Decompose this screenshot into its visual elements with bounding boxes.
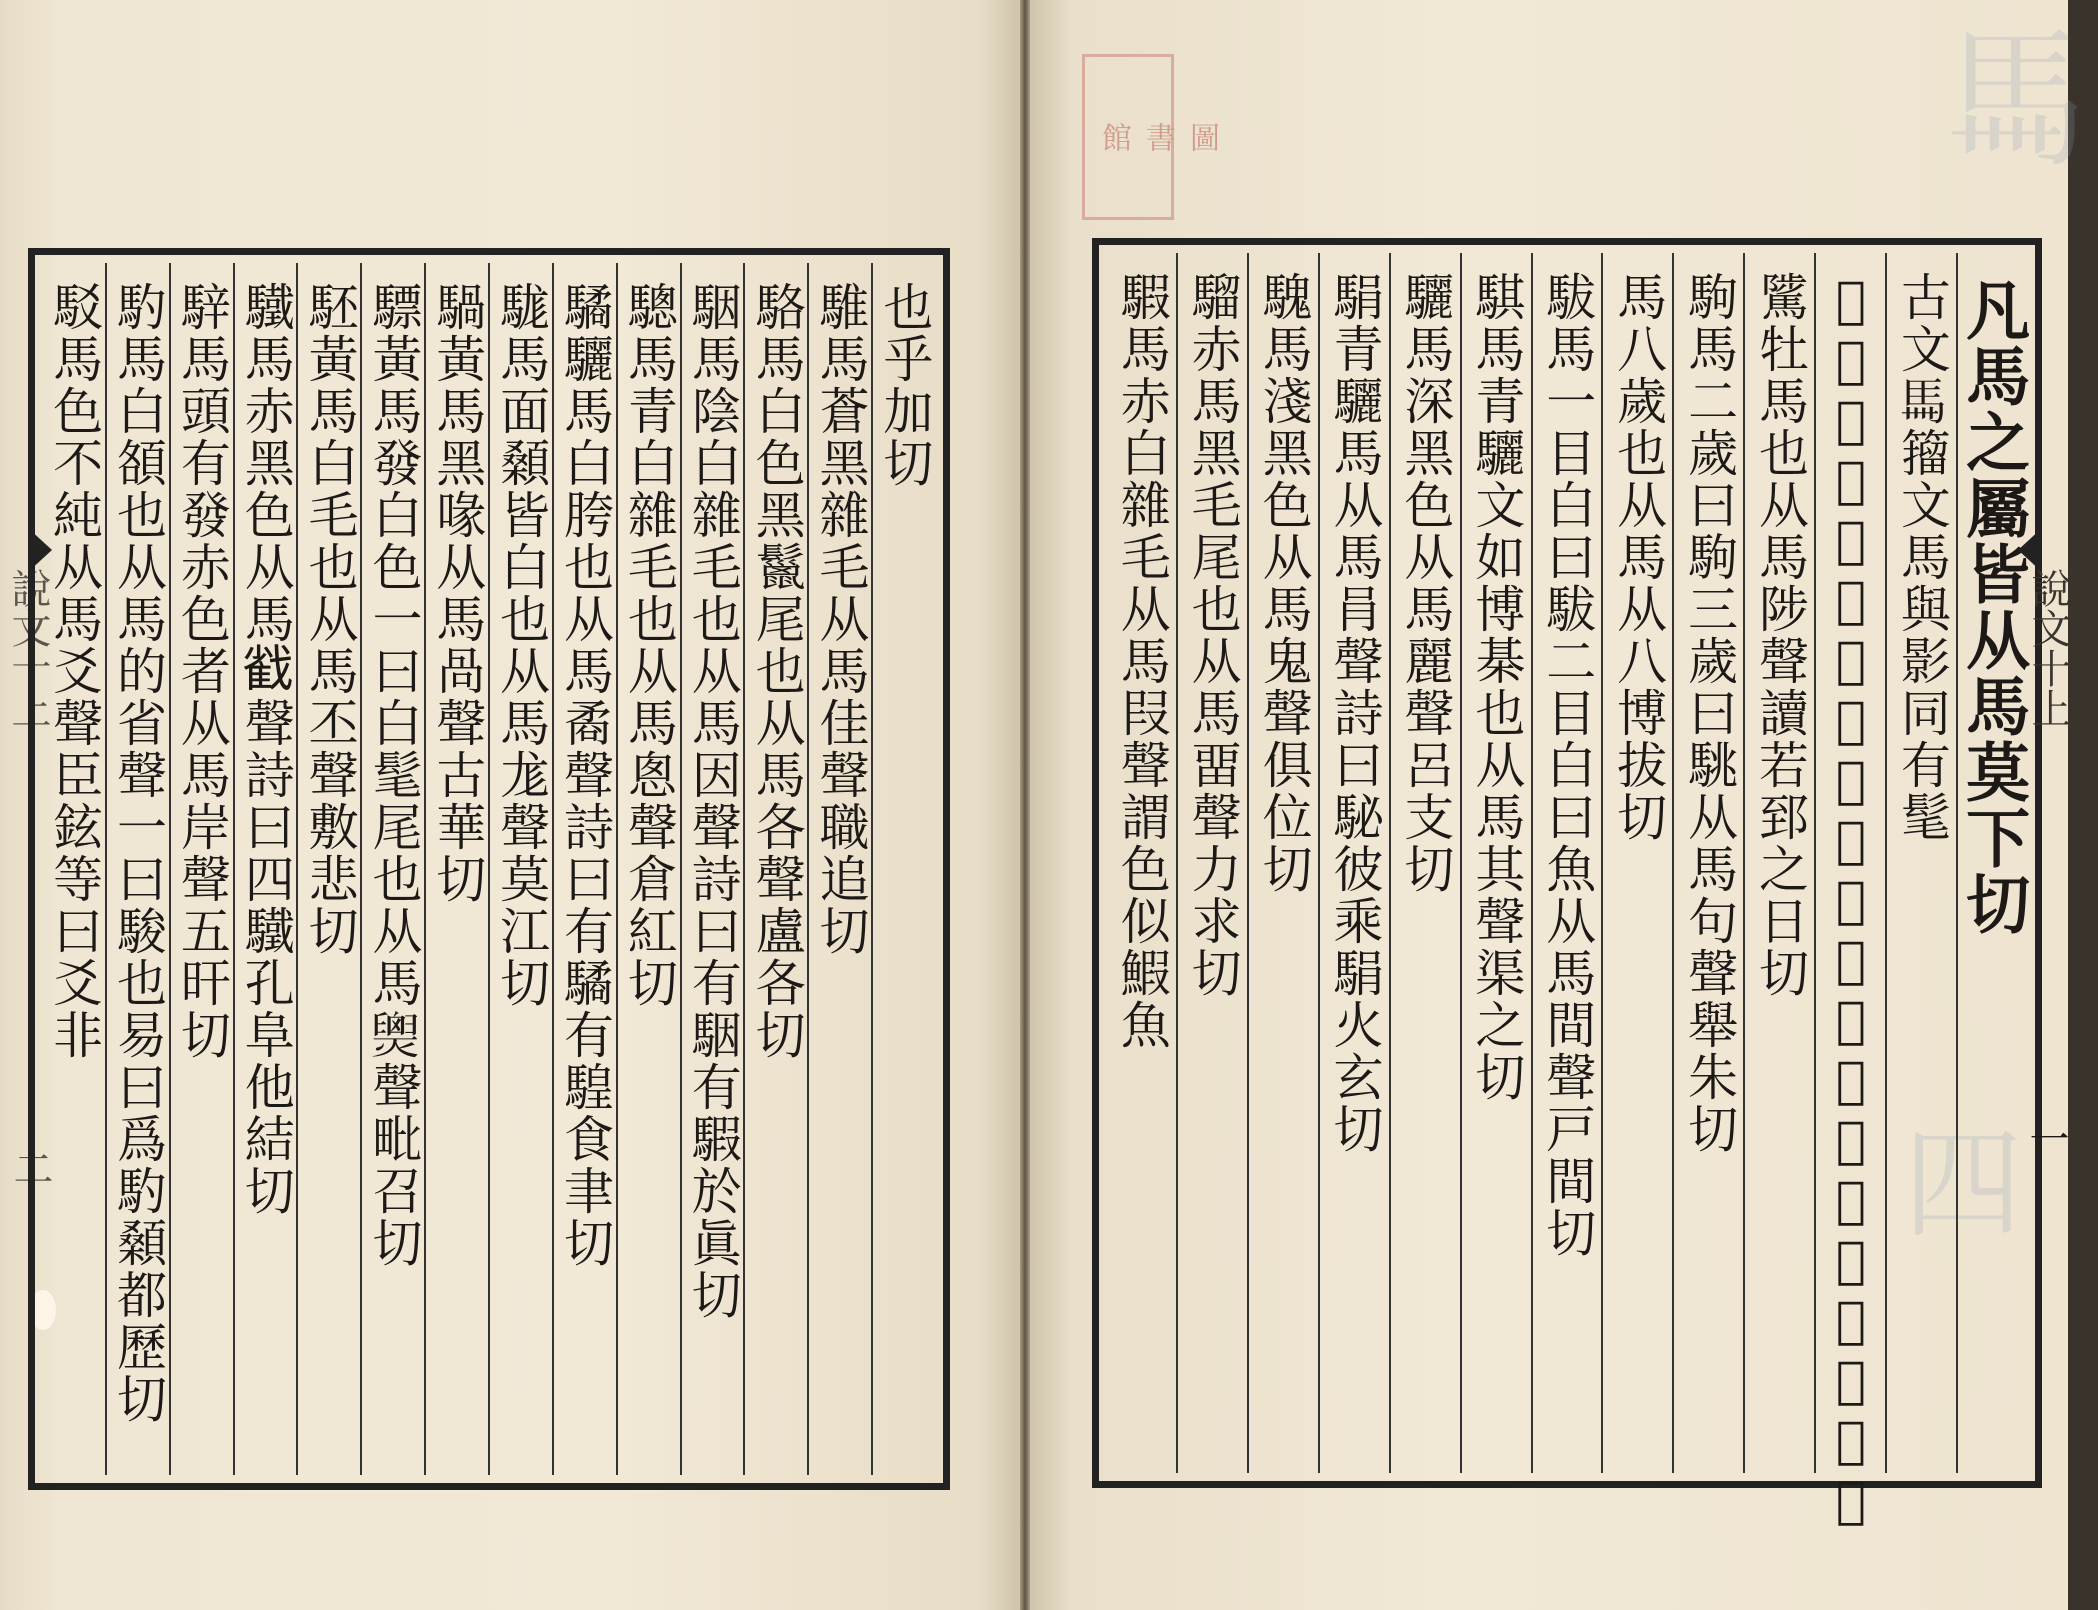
right-page-number: 一 — [2023, 1118, 2069, 1158]
column-text: 騧黃馬黑喙从馬咼聲古華切 — [428, 281, 487, 905]
text-column — [873, 263, 935, 1475]
column-text: 騢馬赤白雜毛从馬叚聲謂色似鰕魚 — [1112, 271, 1171, 1051]
text-column — [1887, 253, 1958, 1473]
seal-char: 館 — [1096, 122, 1131, 152]
text-column — [1674, 253, 1745, 1473]
text-column — [1533, 253, 1604, 1473]
seal-char: 圖 — [1184, 122, 1219, 152]
seal-char: 書 — [1140, 122, 1175, 152]
text-column — [554, 263, 618, 1475]
show-through-ink: 四 — [1883, 1120, 2022, 1240]
right-text-frame — [1092, 238, 2042, 1531]
text-column — [809, 263, 873, 1475]
column-text: 也乎加切 — [875, 281, 934, 489]
text-column — [1391, 253, 1462, 1473]
column-text: 驄馬青白雜毛也从馬悤聲倉紅切 — [619, 281, 678, 1009]
column-text: 駱馬白色黑鬣尾也从馬各聲盧各切 — [747, 281, 806, 1061]
fish-tail-marker — [28, 528, 52, 572]
column-text: 馰馬白頟也从馬的省聲一曰駿也易曰爲馰顙都歷切 — [109, 281, 167, 1425]
text-column — [1816, 253, 1887, 1531]
column-text: 𩣥馬一歲也从馬一絆其足讀若弦一曰若環戸關切 — [1821, 271, 1880, 1531]
left-margin-label: 說文十上 — [5, 568, 51, 728]
column-text: 驃黃馬發白色一曰白髦尾也从馬𤐫聲毗召切 — [364, 281, 423, 1269]
text-column — [171, 263, 235, 1475]
column-text: 騮赤馬黑毛尾也从馬畱聲力求切 — [1183, 271, 1242, 999]
column-text: 古文𩡧籀文馬與影同有髦 — [1892, 271, 1951, 843]
column-text: 駹馬面顙皆白也从馬尨聲莫江切 — [492, 281, 551, 1009]
column-text: 駓黃馬白毛也从馬丕聲敷悲切 — [300, 281, 359, 957]
text-column — [107, 263, 171, 1475]
text-column — [618, 263, 682, 1475]
fish-tail-marker — [2018, 528, 2042, 572]
left-text-frame — [28, 248, 950, 1490]
right-columns — [1107, 253, 2031, 1531]
left-page-number: 二 — [7, 1148, 53, 1188]
show-through-ink: 𩡧 — [1924, 20, 2098, 170]
column-text: 驪馬深黑色从馬麗聲呂支切 — [1396, 271, 1455, 895]
text-column — [1745, 253, 1816, 1473]
text-column — [1603, 253, 1674, 1473]
text-column — [1249, 253, 1320, 1473]
text-column — [1178, 253, 1249, 1473]
column-text: 騭牡馬也从馬陟聲讀若郅之日切 — [1751, 271, 1810, 999]
text-column — [490, 263, 554, 1475]
column-text: 䮂馬一目白曰䮂二目白曰魚从馬間聲戸間切 — [1538, 271, 1597, 1259]
column-text: 驖馬赤黑色从馬𢧵聲詩曰四驖孔阜他結切 — [236, 281, 295, 1217]
text-column — [1107, 253, 1178, 1473]
column-text: 駽青驪馬从馬肙聲詩曰駜彼乘駽火玄切 — [1325, 271, 1384, 1155]
text-column — [745, 263, 809, 1475]
text-column — [1320, 253, 1391, 1473]
text-column — [298, 263, 362, 1475]
column-text: 騅馬蒼黑雜毛从馬佳聲職追切 — [811, 281, 870, 957]
column-text: 凡馬之屬皆从馬莫下切 — [1955, 277, 2031, 937]
text-column-heading — [1955, 253, 2031, 1473]
column-text: 驈驪馬白胯也从馬矞聲詩曰有驈有騜食聿切 — [556, 281, 615, 1269]
column-text: 騂馬頭有發赤色者从馬岸聲五旰切 — [172, 281, 231, 1061]
column-text: 駰馬陰白雜毛也从馬因聲詩曰有駰有騢於眞切 — [683, 281, 742, 1321]
column-text: 騩馬淺黑色从馬鬼聲俱位切 — [1254, 271, 1313, 895]
text-column — [682, 263, 746, 1475]
column-text: 駁馬色不純从馬爻聲臣鉉等曰爻非 — [45, 281, 104, 1061]
book-gutter — [1020, 0, 1030, 1610]
text-column — [362, 263, 426, 1475]
library-seal — [1082, 54, 1219, 220]
column-text: 騏馬青驪文如博棊也从馬其聲渠之切 — [1467, 271, 1526, 1103]
column-text: 駒馬二歲曰駒三歲曰駣从馬句聲舉朱切 — [1680, 271, 1739, 1155]
text-column — [43, 263, 107, 1475]
left-columns — [43, 263, 935, 1475]
text-column — [235, 263, 299, 1475]
text-column — [1462, 253, 1533, 1473]
right-margin-label: 說文十上 — [2025, 568, 2071, 728]
column-text: 馬八歲也从馬从八博拔切 — [1609, 271, 1668, 843]
text-column — [426, 263, 490, 1475]
